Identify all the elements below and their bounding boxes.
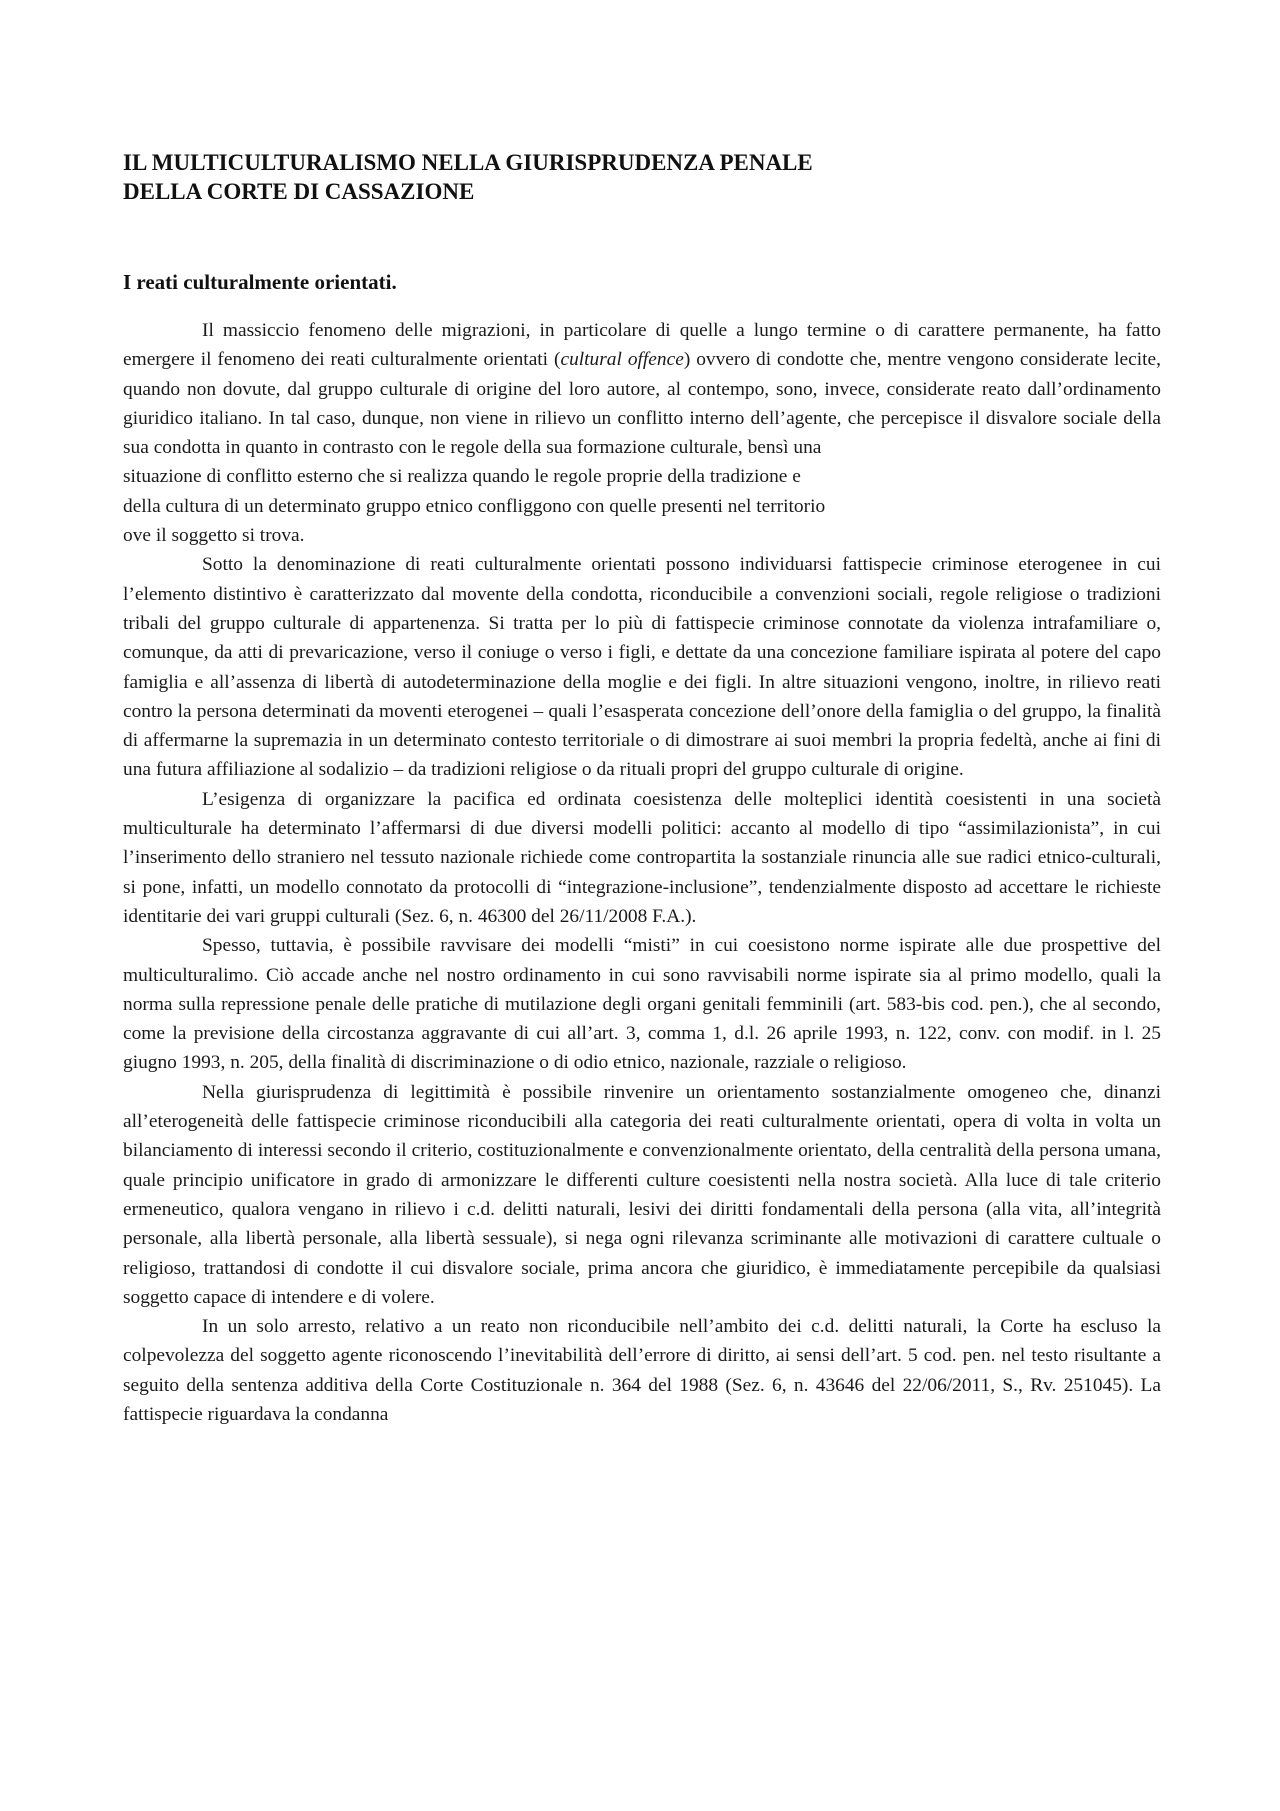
document-body	[123, 316, 1161, 1429]
section-heading: I reati culturalmente orientati.	[123, 270, 397, 294]
paragraph-1-line-a: situazione di conflitto esterno che si realizza quando le regole proprie della tradizione e	[123, 466, 801, 488]
title-line-1: IL MULTICULTURALISMO NELLA GIURISPRUDENZA PENALE	[123, 150, 813, 175]
paragraph-1-line-c: ove il soggetto si trova.	[123, 525, 305, 547]
paragraph-1-text-b: ) ovvero di condotte che, mentre vengono considerate lecite, quando non dovute, dal gruppo culturale di origine del loro autore, al contempo, sono, invece, considerate reato dall’ordinamento giuridico italiano. In tal caso, dunque, non viene in rilievo un conflitto interno dell’agente, che percepisce il disvalore sociale della sua condotta in quanto in contrasto con le regole della sua formazione culturale, bensì una	[123, 349, 1161, 459]
document-page	[123, 148, 1161, 1429]
title-line-2: DELLA CORTE DI CASSAZIONE	[123, 179, 475, 204]
paragraph-1	[123, 316, 1161, 550]
document-title	[123, 148, 1161, 206]
paragraph-1-line-b: della cultura di un determinato gruppo etnico confliggono con quelle presenti nel territorio	[123, 495, 826, 517]
paragraph-4: Spesso, tuttavia, è possibile ravvisare dei modelli “misti” in cui coesistono norme ispirate alle due prospettive del multiculturalimo. Ciò accade anche nel nostro ordinamento in cui sono ravvisabili norme ispirate sia al primo modello, quali la norma sulla repressione penale delle pratiche di mutilazione degli organi genitali femminili (art. 583-bis cod. pen.), che al secondo, come la previsione della circostanza aggravante di cui all’art. 3, comma 1, d.l. 26 aprile 1993, n. 122, conv. con modif. in l. 25 giugno 1993, n. 205, della finalità di discriminazione o di odio etnico, nazionale, razziale o religioso.	[123, 935, 1161, 1074]
paragraph-3: L’esigenza di organizzare la pacifica ed ordinata coesistenza delle molteplici identità coesistenti in una società multiculturale ha determinato l’affermarsi di due diversi modelli politici: accanto al modello di tipo “assimilazionista”, in cui l’inserimento dello straniero nel tessuto nazionale richiede come contropartita la sostanziale rinuncia alle sue radici etnico-culturali, si pone, infatti, un modello connotato da protocolli di “integrazione-inclusione”, tendenzialmente disposto ad accettare le richieste identitarie dei vari gruppi culturali (Sez. 6, n. 46300 del 26/11/2008 F.A.).	[123, 788, 1161, 927]
paragraph-1-italic-term: cultural offence	[560, 349, 684, 371]
paragraph-5: Nella giurisprudenza di legittimità è possibile rinvenire un orientamento sostanzialmente omogeneo che, dinanzi all’eterogeneità delle fattispecie criminose riconducibili alla categoria dei reati culturalmente orientati, opera di volta in volta un bilanciamento di interessi secondo il criterio, costituzionalmente e convenzionalmente orientato, della centralità della persona umana, quale principio unificatore in grado di armonizzare le differenti culture coesistenti nella nostra società. Alla luce di tale criterio ermeneutico, qualora vengano in rilievo i c.d. delitti naturali, lesivi dei diritti fondamentali della persona (alla vita, all’integrità personale, alla libertà personale, alla libertà sessuale), si nega ogni rilevanza scriminante alle motivazioni di carattere cultuale o religioso, trattandosi di condotte il cui disvalore sociale, prima ancora che giuridico, è immediatamente percepibile da qualsiasi soggetto capace di intendere e di volere.	[123, 1081, 1161, 1308]
paragraph-6: In un solo arresto, relativo a un reato non riconducibile nell’ambito dei c.d. delitti naturali, la Corte ha escluso la colpevolezza del soggetto agente riconoscendo l’inevitabilità dell’errore di diritto, ai sensi dell’art. 5 cod. pen. nel testo risultante a seguito della sentenza additiva della Corte Costituzionale n. 364 del 1988 (Sez. 6, n. 43646 del 22/06/2011, S., Rv. 251045). La fattispecie riguardava la condanna	[123, 1316, 1161, 1425]
paragraph-2: Sotto la denominazione di reati culturalmente orientati possono individuarsi fattispecie criminose eterogenee in cui l’elemento distintivo è caratterizzato dal movente della condotta, riconducibile a convenzioni sociali, regole religiose o tradizioni tribali del gruppo culturale di appartenenza. Si tratta per lo più di fattispecie criminose connotate da violenza intrafamiliare o, comunque, da atti di prevaricazione, verso il coniuge o verso i figli, e dettate da una concezione familiare ispirata al potere del capo famiglia e all’assenza di libertà di autodeterminazione della moglie e dei figli. In altre situazioni vengono, inoltre, in rilievo reati contro la persona determinati da moventi eterogenei – quali l’esasperata concezione dell’onore della famiglia o del gruppo, la finalità di affermarne la supremazia in un determinato contesto territoriale o di dimostrare ai suoi membri la propria fedeltà, anche ai fini di una futura affiliazione al sodalizio – da tradizioni religiose o da rituali propri del gruppo culturale di origine.	[123, 554, 1161, 781]
paragraph-1-text-a: Il massiccio fenomeno delle migrazioni, in particolare di quelle a lungo termine o di carattere permanente, ha fatto emergere il fenomeno dei reati culturalmente orientati (	[123, 320, 1161, 371]
